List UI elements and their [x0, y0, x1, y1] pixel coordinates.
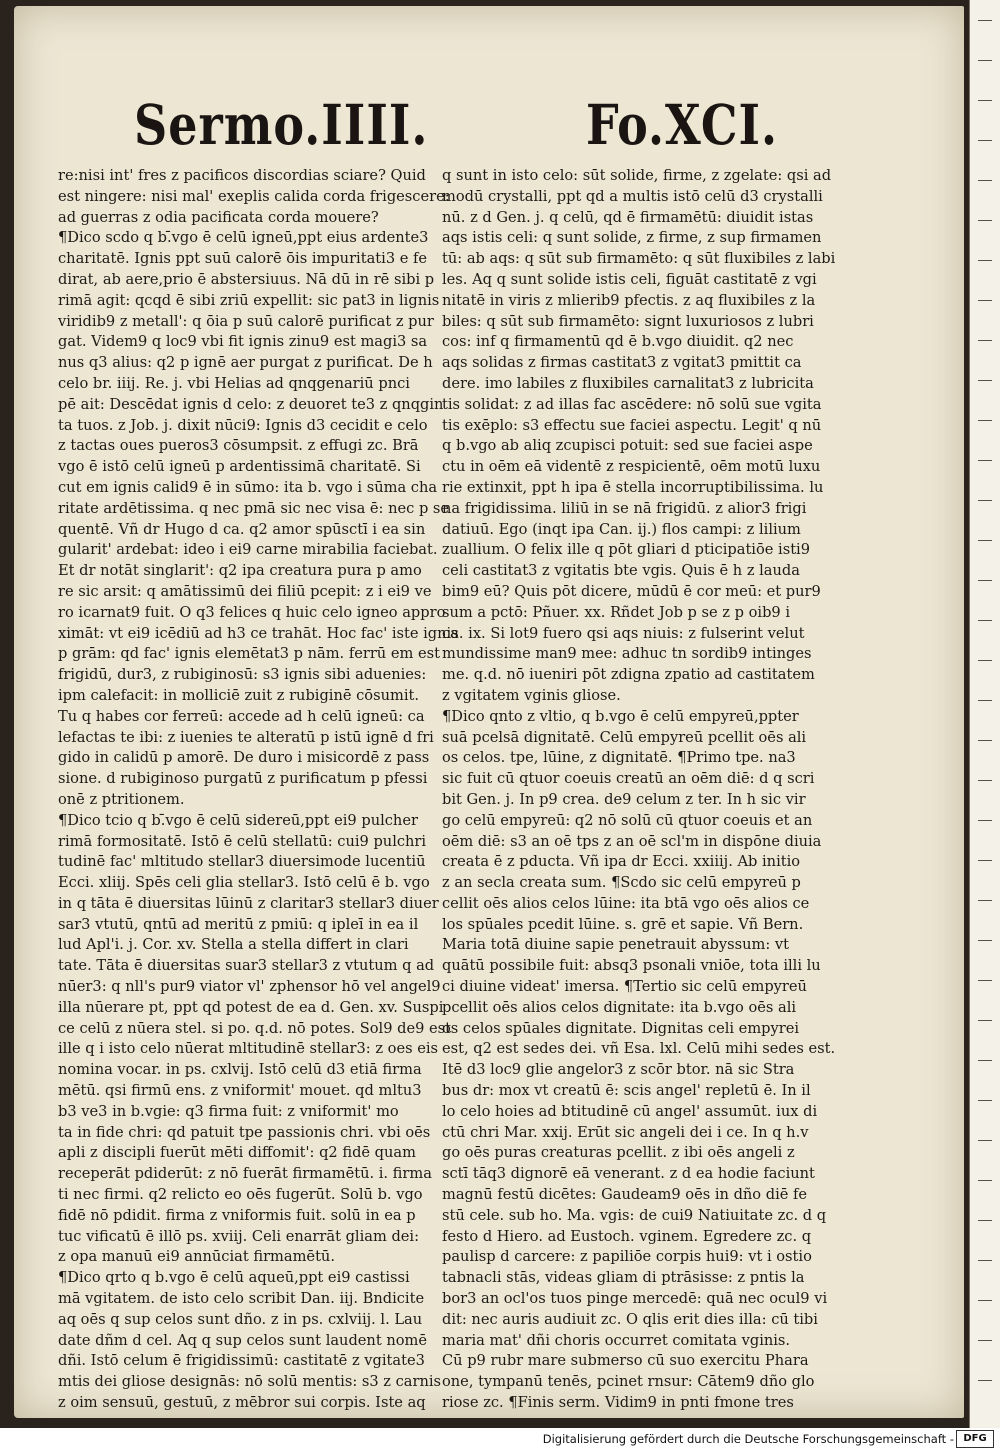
text-line: tuc vificatū ē illō ps. xviij. Celi enarrāt gliam dei: [58, 1227, 420, 1245]
text-line: riose zc. ¶Finis serm. Vidim9 in pnti fmone tres [442, 1394, 794, 1412]
text-line: tudinē fac' mltitudo stellar3 diuersimode lucentiū [58, 853, 426, 871]
text-line: bim9 eū? Quis pōt dicere, mūdū ē cor meū: et pur9 [442, 582, 821, 600]
text-line: nūer3: q nll's pur9 viator vl' zphensor hō vel angel9 [58, 978, 441, 996]
text-line: maria mat' dñi choris occurret comitata vginis. [442, 1331, 791, 1349]
ruler-tick [978, 420, 992, 421]
text-line: re:nisi int' fres z pacificos discordias sciare? Quid [58, 167, 426, 184]
text-line: datiuū. Ego (inqt ipa Can. ij.) flos campi: z lilium [442, 520, 801, 538]
text-line: suā pcelsā dignitatē. Celū empyreū pcellit oēs ali [442, 728, 807, 746]
text-line: dere. imo labiles z fluxibiles carnalitat3 z lubricita [442, 374, 814, 392]
text-line: gido in calidū p amorē. De duro i misicordē z pass [58, 749, 430, 767]
text-line: ¶Dico scdo q b.̄vgo ē celū igneū,ppt eius ardente3 [58, 229, 429, 247]
text-line: z oim sensuū, gestuū, z mēbror sui corpis. Iste aq [58, 1394, 426, 1412]
text-line: frigidū, dur3, z rubiginosū: s3 ignis sibi aduenies: [58, 666, 427, 684]
text-line: nomina vocar. in ps. cxlvij. Istō celū d3 etiā firma [58, 1061, 422, 1079]
text-line: receperāt pdiderūt: z nō fuerāt firmamētū. i. firma [58, 1165, 432, 1183]
text-line: biles: q sūt sub firmamēto: signt luxuriosos z lubri [442, 312, 814, 330]
ruler-tick [978, 300, 992, 301]
text-line: Ecci. xliij. Spēs celi glia stellar3. Istō celū ē b. vgo [58, 874, 430, 892]
text-line: ca. ix. Si lot9 fuero qsi aqs niuis: z fulserint velut [442, 624, 805, 642]
text-line: z an secla creata sum. ¶Scdo sic celū empyreū p [442, 874, 801, 892]
ruler-tick [978, 620, 992, 621]
text-line: sione. d rubiginoso purgatū z purificatum p pfessi [58, 770, 428, 788]
text-line: ¶Dico tcio q b.̄vgo ē celū sidereū,ppt ei9 pulcher [58, 811, 418, 829]
ruler-tick [978, 500, 992, 501]
text-line: ad guerras z odia pacificata corda mouere? [58, 208, 379, 226]
text-line: cut em ignis calid9 ē in sūmo: ita b. vgo i sūma cha [58, 478, 438, 496]
text-line: gat. Videm9 q loc9 vbi fit ignis zinu9 est magi3 sa [58, 333, 428, 351]
text-line: zuallium. O felix ille q pōt gliari d pticipatiōe isti9 [442, 541, 811, 559]
text-line: illa nūerare pt, ppt qd potest de ea d. Gen. xv. Suspi [58, 998, 444, 1016]
text-line: quātū possibile fuit: absq3 psonali vniōe, tota illi lu [442, 957, 821, 975]
text-line: ¶Dico qnto z vltio, q b.vgo ē celū empyreū,ppter [442, 707, 799, 725]
text-line: paulisp d carcere: z papiliōe corpis hui9: vt i ostio [442, 1248, 812, 1266]
text-line: tis solidat: z ad illas fac ascēdere: nō solū sue vgita [442, 395, 822, 413]
text-line: dit: nec auris audiuit zc. O qlis erit dies illa: cū tibi [442, 1310, 818, 1328]
text-line: Tu q habes cor ferreū: accede ad h celū igneū: ca [58, 707, 425, 725]
text-line: stū cele. sub ho. Ma. vgis: de cui9 Natiuitate zc. d q [442, 1206, 827, 1224]
ruler-tick [978, 900, 992, 901]
text-line: mā vgitatem. de isto celo scribit Dan. iij. Bndicite [58, 1290, 425, 1308]
text-line: bus dr: mox vt creatū ē: scis angel' repletū ē. In il [442, 1082, 811, 1100]
ruler-tick [978, 60, 992, 61]
text-line: q sunt in isto celo: sūt solide, firme, z zgelate: qsi ad [442, 167, 832, 184]
text-line: Cū p9 rubr mare submerso cū suo exercitu Phara [442, 1352, 809, 1370]
text-line: ctū chri Mar. xxij. Erūt sic angeli dei i ce. In q h.v [442, 1123, 809, 1141]
text-line: tis exēplo: s3 effectu sue faciei aspectu. Legit' q nū [442, 416, 822, 434]
text-line: date dñm d cel. Aq q sup celos sunt laudent nomē [58, 1331, 427, 1349]
ruler-tick [978, 1340, 992, 1341]
text-line: na frigidissima. liliū in se nā frigidū. z alior3 frigi [442, 499, 807, 517]
ruler-tick [978, 740, 992, 741]
ruler-tick [978, 140, 992, 141]
ruler-tick [978, 820, 992, 821]
text-line: fidē nō pdidit. firma z vniformis fuit. solū in ea p [58, 1206, 416, 1224]
ruler-tick [978, 100, 992, 101]
ruler-tick [978, 860, 992, 861]
text-line: onē z ptritionem. [58, 790, 185, 808]
ruler-tick [978, 780, 992, 781]
dfg-logo: DFG [956, 1430, 994, 1448]
text-line: ctu in oēm eā videntē z respicientē, oēm motū luxu [442, 458, 821, 476]
text-line: magnū festū dicētes: Gaudeam9 oēs in dño diē fe [442, 1186, 808, 1204]
text-line: sic fuit cū qtuor coeuis creatū an oēm diē: d q scri [442, 770, 815, 788]
text-line: lo celo hoies ad btitudinē cū angel' assumūt. iux di [442, 1102, 818, 1120]
text-line: pē ait: Descēdat ignis d celo: z deuoret te3 z qnqgin [58, 395, 444, 413]
text-line: les. Aq q sunt solide istis celi, figuāt castitatē z vgi [442, 270, 817, 288]
book-page [14, 6, 964, 1418]
text-line: sar3 vtutū, qntū ad meritū z pmiū: q ipleī in ea il [58, 915, 419, 933]
text-line: ta tuos. z Job. j. dixit nūci9: Ignis d3 cecidit e celo [58, 416, 428, 434]
text-line: sctī tāq3 dignorē eā venerant. z d ea hodie faciunt [442, 1165, 815, 1183]
text-line: tate. Tāta ē diuersitas suar3 stellar3 z vtutum q ad [58, 957, 435, 975]
ruler-tick [978, 1140, 992, 1141]
text-line: cellit oēs alios celos lūine: ita btā vgo oēs alios ce [442, 894, 810, 912]
ruler-tick [978, 460, 992, 461]
text-line: cos: inf q firmamentū qd ē b.vgo diuidit. q2 nec [442, 333, 794, 351]
ruler-tick [978, 1100, 992, 1101]
ruler-tick [978, 180, 992, 181]
running-head-folio: Fo.XCI. [586, 92, 779, 158]
right-text-column [442, 166, 836, 1414]
ruler-tick [978, 1020, 992, 1021]
text-line: z vgitatem vginis gliose. [442, 686, 621, 704]
text-line: aqs istis celi: q sunt solide, z firme, z sup firmamen [442, 229, 822, 247]
text-line: mtis dei gliose designās: nō solū mentis: s3 z carnis [58, 1373, 442, 1391]
text-line: p grām: qd fac' ignis elemētat3 p nām. ferrū em est [58, 645, 440, 663]
text-line: nus q3 alius: q2 p ignē aer purgat z purificat. De h [58, 354, 433, 372]
text-line: nū. z d Gen. j. q celū, qd ē firmamētū: diuidit istas [442, 208, 814, 226]
text-line: gularit' ardebat: ideo i ei9 carne mirabilia faciebat. [58, 541, 438, 559]
text-line: apli z discipli fuerūt mēti diffomit': q2 fidē quam [58, 1144, 416, 1162]
ruler-tick [978, 260, 992, 261]
text-line: dñi. Istō celum ē frigidissimū: castitatē z vgitate3 [58, 1352, 425, 1370]
ruler-tick [978, 1180, 992, 1181]
text-line: aq oēs q sup celos sunt dño. z in ps. cxlviij. l. Lau [58, 1310, 423, 1328]
text-line: b3 ve3 in b.vgie: q3 firma fuit: z vniformit' mo [58, 1102, 399, 1120]
text-line: festo d Hiero. ad Eustoch. vginem. Egredere zc. q [442, 1227, 812, 1245]
ruler-tick [978, 220, 992, 221]
text-line: est, q2 est sedes dei. vñ Esa. lxl. Celū mihi sedes est. [442, 1040, 836, 1058]
left-text-column [58, 166, 459, 1414]
digitization-credit: Digitalisierung gefördert durch die Deutsche Forschungsgemeinschaft - [542, 1432, 954, 1446]
text-line: ipm calefacit: in molliciē zuit z rubiginē cōsumit. [58, 686, 419, 704]
text-line: tabnacli stās, videas gliam di ptrāsisse: z pntis la [442, 1269, 805, 1287]
text-line: os celos. tpe, lūine, z dignitatē. ¶Primo tpe. na3 [442, 749, 796, 767]
text-line: mētū. qsi firmū ens. z vniformit' mouet. qd mltu3 [58, 1082, 422, 1100]
ruler-tick [978, 340, 992, 341]
text-line: in q tāta ē diuersitas lūinū z claritar3 stellar3 diuer [58, 894, 439, 912]
running-head-left: Sermo.IIII. [134, 92, 429, 158]
text-line: vgo ē istō celū igneū p ardentissimā charitatē. Si [58, 458, 421, 476]
text-line: ¶Dico qrto q b.vgo ē celū aqueū,ppt ei9 castissi [58, 1269, 410, 1287]
text-line: rie extinxit, ppt h ipa ē stella incorruptibilissima. lu [442, 478, 824, 496]
text-line: Et dr notāt singlarit': q2 ipa creatura pura p amo [58, 562, 422, 580]
text-line: est ningere: nisi mal' exeplis calida corda frigescere: [58, 187, 450, 205]
ruler-tick [978, 1260, 992, 1261]
text-line: ci diuine videat' imersa. ¶Tertio sic celū empyreū [442, 978, 807, 996]
text-line: celi castitat3 z vgitatis bte vgis. Quis ē h z lauda [442, 562, 800, 580]
text-line: lefactas te ibi: z iuenies te alteratū p istū ignē d fri [58, 728, 434, 746]
text-line: me. q.d. nō iueniri pōt zdigna zpatio ad castitatem [442, 666, 815, 684]
ruler-tick [978, 1380, 992, 1381]
running-head [134, 92, 779, 158]
text-line: ti nec firmi. q2 relicto eo oēs fugerūt. Solū b. vgo [58, 1186, 423, 1204]
text-line: creata ē z pducta. Vñ ipa dr Ecci. xxiiij. Ab initio [442, 853, 801, 871]
text-line: bor3 an ocl'os tuos pinge mercedē: quā nec ocul9 vi [442, 1290, 828, 1308]
ruler-tick [978, 580, 992, 581]
text-line: rimā agit: qcqd ē sibi zriū expellit: sic pat3 in lignis [58, 291, 440, 309]
text-line: lud Apl'i. j. Cor. xv. Stella a stella differt in clari [58, 936, 409, 954]
ruler-tick [978, 940, 992, 941]
scan-ruler [969, 0, 1000, 1428]
text-line: pcellit oēs alios celos dignitate: ita b.vgo oēs ali [442, 998, 797, 1016]
ruler-tick [978, 1220, 992, 1221]
text-line: ta in fide chri: qd patuit tpe passionis chri. vbi oēs [58, 1123, 431, 1141]
ruler-tick [978, 1300, 992, 1301]
ruler-tick [978, 660, 992, 661]
ruler-tick [978, 380, 992, 381]
text-line: celo br. iiij. Re. j. vbi Helias ad qnqgenariū pnci [58, 374, 410, 392]
ruler-tick [978, 700, 992, 701]
text-line: mundissime man9 mee: adhuc tn sordib9 intinges [442, 645, 812, 663]
text-line: z tactas oues pueros3 cōsumpsit. z effugi zc. Brā [58, 437, 419, 455]
ruler-tick [978, 1060, 992, 1061]
text-line: aqs solidas z firmas castitat3 z vgitat3 pmittit ca [442, 354, 802, 372]
text-line: go oēs puras creaturas pcellit. z ibi oēs angeli z [442, 1144, 795, 1162]
ruler-tick [978, 540, 992, 541]
text-line: ce celū z nūera stel. si po. q.d. nō potes. Sol9 de9 est [58, 1019, 452, 1037]
text-line: nitatē in viris z mlierib9 pfectis. z aq fluxibiles z la [442, 291, 816, 309]
ruler-tick [978, 20, 992, 21]
text-line: os celos spūales dignitate. Dignitas celi empyrei [442, 1019, 800, 1037]
text-line: modū crystalli, ppt qd a multis istō celū d3 crystalli [442, 187, 823, 205]
text-line: los spūales pcedit lūine. s. grē et sapie. Vñ Bern. [442, 915, 804, 933]
text-line: tū: ab aqs: q sūt sub firmamēto: q sūt fluxibiles z labi [442, 250, 836, 268]
text-line: sum a pctō: Pñuer. xx. Rñdet Job p se z p oib9 i [442, 603, 790, 621]
text-line: viridib9 z metall': q ōia p suū calorē purificat z pur [58, 312, 434, 330]
text-line: charitatē. Ignis ppt suū calorē ōis impuritati3 e fe [58, 250, 428, 268]
text-line: ro icarnat9 fuit. O q3 felices q huic celo igneo appro [58, 603, 446, 621]
text-line: ximāt: vt ei9 icēdiū ad h3 ce trahāt. Hoc fac' iste ignis [58, 624, 459, 642]
text-line: dirat, ab aere,prio ē abstersiuus. Nā dū in rē sibi p [58, 270, 435, 288]
text-line: rimā formositatē. Istō ē celū stellatū: cui9 pulchri [58, 832, 427, 850]
ruler-tick [978, 980, 992, 981]
text-line: quentē. Vñ dr Hugo d ca. q2 amor spūsctī i ea sin [58, 520, 426, 538]
text-line: bit Gen. j. In p9 crea. de9 celum z ter. In h sic vir [442, 790, 806, 808]
text-line: go celū empyreū: q2 nō solū cū qtuor coeuis et an [442, 811, 813, 829]
text-line: z opa manuū ei9 annūciat firmamētū. [58, 1248, 335, 1266]
text-line: ille q i isto celo nūerat mltitudinē stellar3: z oes eis [58, 1040, 439, 1058]
text-line: Itē d3 loc9 glie angelor3 z scōr btor. nā sic Stra [442, 1061, 795, 1079]
text-line: q b.vgo ab aliq zcupisci potuit: sed sue faciei aspe [442, 437, 813, 455]
text-line: ritate ardētissima. q nec pmā sic nec visa ē: nec p se [58, 499, 450, 517]
text-line: Maria totā diuine sapie penetrauit abyssum: vt [442, 936, 790, 954]
text-line: one, tympanū tenēs, pcinet rnsur: Cātem9 dño glo [442, 1373, 815, 1391]
text-line: re sic arsit: q amātissimū dei filiū pcepit: z i ei9 ve [58, 582, 432, 600]
text-line: oēm diē: s3 an oē tps z an oē scl'm in dispōne diuia [442, 832, 822, 850]
